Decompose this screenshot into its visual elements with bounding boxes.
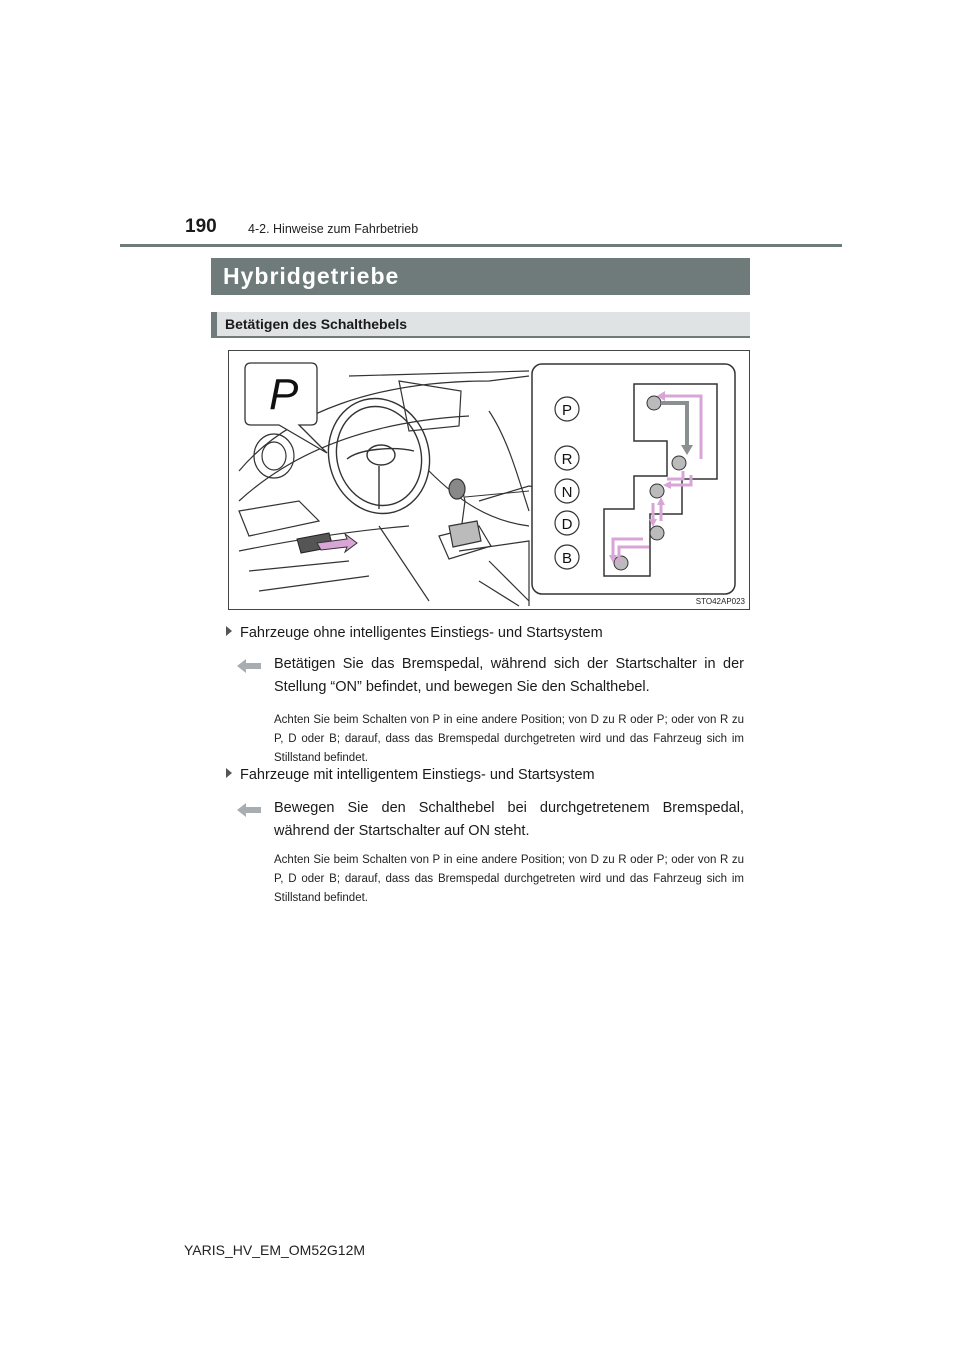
cockpit-illustration bbox=[229, 351, 749, 609]
gate-r-label: R bbox=[561, 451, 573, 468]
figure-code: STO42AP023 bbox=[695, 597, 745, 606]
gate-p-label: P bbox=[561, 402, 573, 419]
condition-2 bbox=[226, 767, 595, 783]
note-1-text: Achten Sie beim Schalten von P in eine andere Position; von D zu R oder P; oder von R zu P, D oder B; darauf, dass das Bremspedal durchgetreten wird und das Fahrzeug sich im Stillstand befindet. bbox=[274, 714, 744, 764]
section-path: 4-2. Hinweise zum Fahrbetrieb bbox=[248, 222, 419, 236]
header-rule bbox=[120, 244, 842, 247]
step-arrow-icon bbox=[237, 658, 261, 674]
bullet-triangle-icon bbox=[226, 768, 232, 778]
footer-doc-code: YARIS_HV_EM_OM52G12M bbox=[184, 1242, 366, 1258]
indicator-letter: P bbox=[269, 370, 299, 419]
condition-2-text: Fahrzeuge mit intelligentem Einstiegs- und Startsystem bbox=[240, 767, 595, 783]
step-arrow-icon bbox=[237, 802, 261, 818]
page-title: Hybridgetriebe bbox=[211, 258, 750, 295]
brake-pedal bbox=[297, 533, 357, 553]
note-2-text: Achten Sie beim Schalten von P in eine andere Position; von D zu R oder P; oder von R zu P, D oder B; darauf, dass das Bremspedal durchgetreten wird und das Fahrzeug sich im Stillstand befindet. bbox=[274, 854, 744, 904]
condition-1 bbox=[226, 625, 603, 641]
condition-1-text: Fahrzeuge ohne intelligentes Einstiegs- und Startsystem bbox=[240, 625, 603, 641]
bullet-triangle-icon bbox=[226, 626, 232, 636]
shift-lever-figure bbox=[228, 350, 750, 610]
page-number: 190 bbox=[185, 216, 217, 237]
gate-n-label: N bbox=[561, 484, 573, 501]
gate-b-label: B bbox=[561, 550, 573, 567]
gate-d-label: D bbox=[561, 516, 573, 533]
subheading: Betätigen des Schalthebels bbox=[211, 312, 750, 338]
step-1-text: Betätigen Sie das Bremspedal, während sich der Startschalter in der Stellung “ON” befindet, und bewegen Sie den Schalthebel. bbox=[274, 656, 744, 695]
steering-wheel bbox=[316, 387, 443, 525]
step-2-text: Bewegen Sie den Schalthebel bei durchgetretenem Bremspedal, während der Startschalter auf ON steht. bbox=[274, 800, 744, 839]
